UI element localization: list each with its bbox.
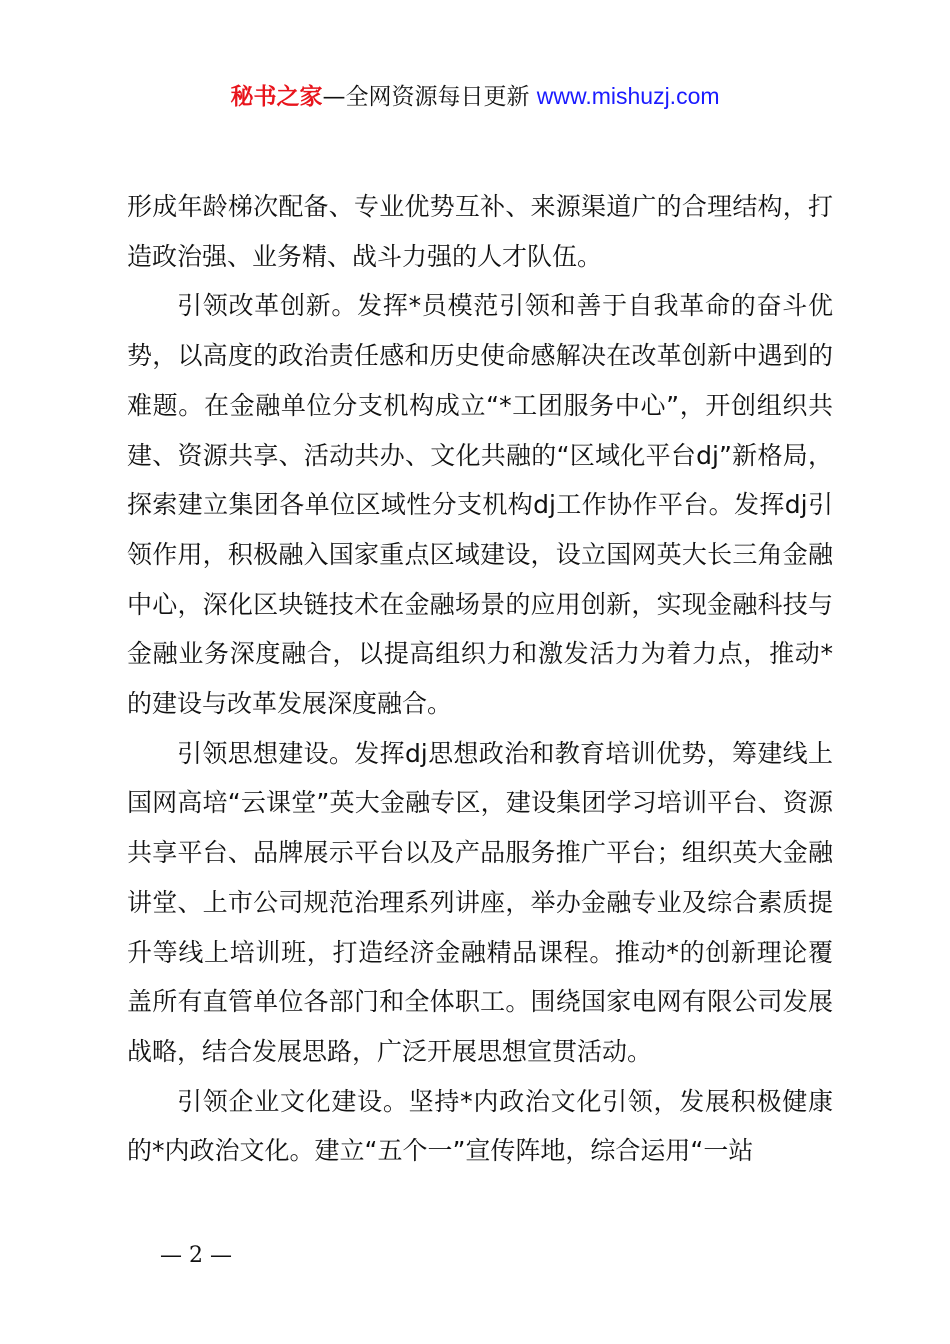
document-body [127, 182, 833, 1176]
body-paragraph: 引领思想建设。发挥dj思想政治和教育培训优势，筹建线上国网高培“云课堂”英大金融专区，建设集团学习培训平台、资源共享平台、品牌展示平台以及产品服务推广平台；组织英大金融讲堂、上市公司规范治理系列讲座，举办金融专业及综合素质提升等线上培训班，打造经济金融精品课程。推动*的创新理论覆盖所有直管单位各部门和全体职工。围绕国家电网有限公司发展战略，结合发展思路，广泛开展思想宣贯活动。 [127, 738, 833, 1066]
brand-name: 秘书之家 [230, 84, 323, 110]
body-paragraph: 引领企业文化建设。坚持*内政治文化引领，发展积极健康的*内政治文化。建立“五个一”宣传阵地，综合运用“一站 [127, 1086, 833, 1166]
header-tagline: —全网资源每日更新 [322, 84, 530, 110]
document-header [0, 78, 950, 115]
page-number: — 2 — [160, 1243, 232, 1268]
header-url-link[interactable]: www.mishuzj.com [536, 83, 720, 109]
body-paragraph: 引领改革创新。发挥*员模范引领和善于自我革命的奋斗优势，以高度的政治责任感和历史使命感解决在改革创新中遇到的难题。在金融单位分支机构成立“*工团服务中心”，开创组织共建、资源共享、活动共办、文化共融的“区域化平台dj”新格局，探索建立集团各单位区域性分支机构dj工作协作平台。发挥dj引领作用，积极融入国家重点区域建设，设立国网英大长三角金融中心，深化区块链技术在金融场景的应用创新，实现金融科技与金融业务深度融合，以提高组织力和激发活力为着力点，推动*的建设与改革发展深度融合。 [127, 291, 833, 719]
body-paragraph: 形成年龄梯次配备、专业优势互补、来源渠道广的合理结构，打造政治强、业务精、战斗力强的人才队伍。 [127, 192, 833, 271]
